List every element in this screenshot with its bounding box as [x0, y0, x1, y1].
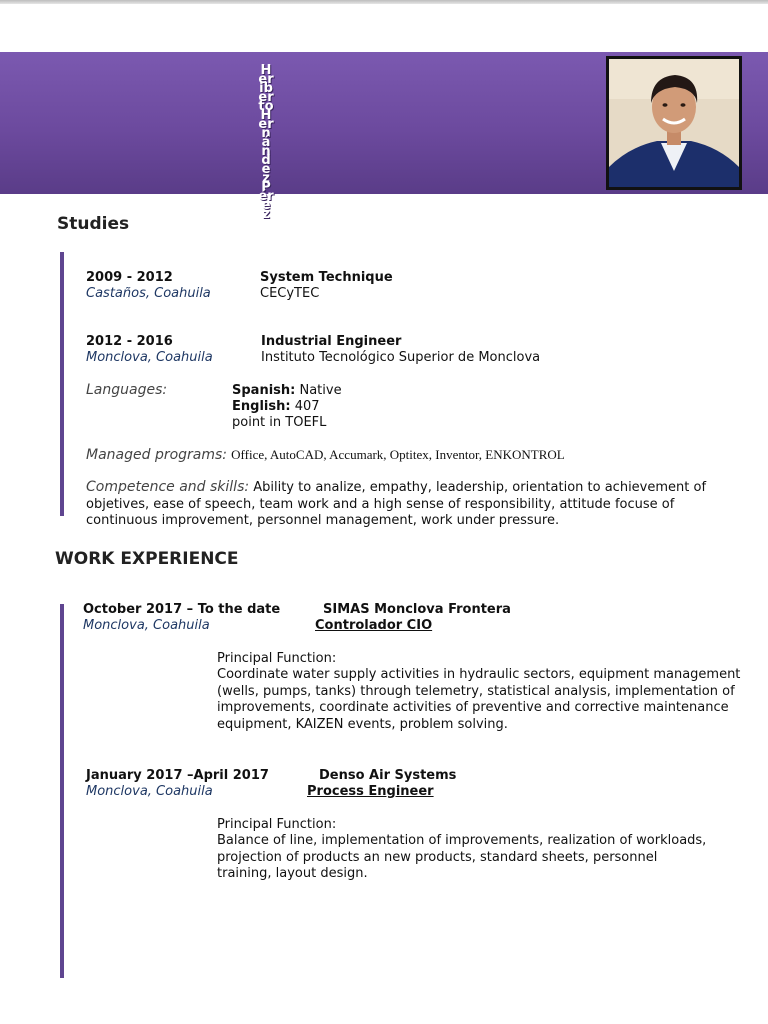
study-school: Instituto Tecnológico Superior de Monclova [261, 350, 541, 365]
work-heading: WORK EXPERIENCE [55, 549, 239, 569]
study-degree: Industrial Engineer [261, 334, 402, 349]
competence-label: Competence and skills: [86, 479, 250, 495]
study-degree: System Technique [260, 270, 393, 285]
vertical-name: Heriberto Hernández Pérez [258, 63, 274, 222]
job-position: Process Engineer [307, 784, 434, 799]
managed-programs [86, 447, 565, 463]
study-location: Monclova, Coahuila [86, 350, 213, 365]
spanish-label: Spanish: [232, 383, 296, 398]
studies-vertical-rule [60, 252, 64, 516]
language-spanish [232, 383, 342, 398]
function-text: Coordinate water supply activities in hydraulic sectors, equipment management (wells, pumps, tanks) through telemetry, statistical analysis, implementation of improvements, coordinate activities of preventive and corrective maintenance equipment, KAIZEN events, problem solving. [217, 667, 741, 732]
study-location: Castaños, Coahuila [86, 286, 211, 301]
study-school: CECyTEC [260, 286, 320, 301]
study-years: 2012 - 2016 [86, 334, 173, 349]
competence-text: Ability to analize, empathy, leadership, orientation to achievement of objetives, ease of speech, team work and a high sense of responsibility, attitude focuse of continuous improvement, personnel management, work under pressure. [86, 480, 707, 528]
work-vertical-rule [60, 604, 64, 978]
competence-skills [86, 479, 736, 530]
studies-heading: Studies [57, 214, 130, 234]
function-label: Principal Function: [217, 817, 337, 832]
job-company: SIMAS Monclova Frontera [323, 602, 511, 617]
job-dates: October 2017 – To the date [83, 602, 281, 617]
languages-label: Languages: [86, 382, 168, 398]
job-location: Monclova, Coahuila [86, 784, 213, 799]
english-note: point in TOEFL [232, 415, 327, 430]
english-label: English: [232, 399, 291, 414]
job-location: Monclova, Coahuila [83, 618, 210, 633]
profile-photo [606, 56, 742, 190]
job-position: Controlador CIO [315, 618, 433, 633]
programs-label: Managed programs: [86, 447, 228, 463]
function-text: Balance of line, implementation of improvements, realization of workloads, projection of products an new products, standard sheets, personnel training, layout design. [217, 833, 707, 881]
english-value: 407 [294, 399, 320, 414]
language-english [232, 399, 320, 414]
job-company: Denso Air Systems [319, 768, 457, 783]
programs-value: Office, AutoCAD, Accumark, Optitex, Inventor, ENKONTROL [231, 447, 565, 462]
spanish-value: Native [299, 383, 342, 398]
top-rule [0, 0, 768, 4]
function-label: Principal Function: [217, 651, 337, 666]
job-dates: January 2017 –April 2017 [86, 768, 269, 783]
portrait-image [609, 59, 739, 187]
study-years: 2009 - 2012 [86, 270, 173, 285]
